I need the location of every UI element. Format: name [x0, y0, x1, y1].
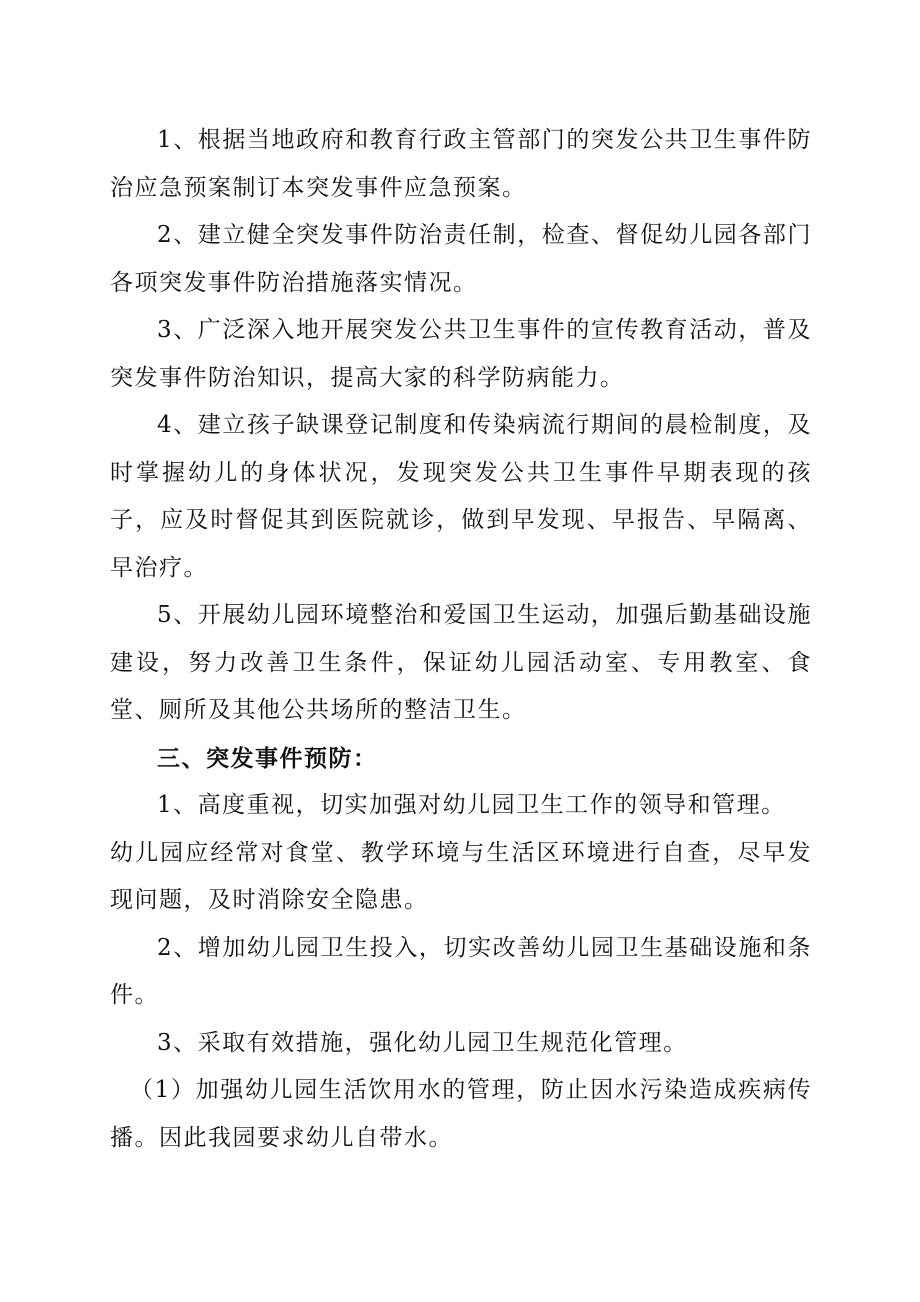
paragraph-item-3: 3、广泛深入地开展突发公共卫生事件的宣传教育活动，普及突发事件防治知识，提高大家的科学防病能力。 — [110, 317, 812, 391]
paragraph-item-1: 1、根据当地政府和教育行政主管部门的突发公共卫生事件防治应急预案制订本突发事件应急预案。 — [110, 127, 812, 201]
document-body — [110, 117, 812, 1162]
prevention-item-1-detail: 幼儿园应经常对食堂、教学环境与生活区环境进行自查，尽早发现问题，及时消除安全隐患。 — [110, 839, 812, 913]
prevention-item-1: 1、高度重视，切实加强对幼儿园卫生工作的领导和管理。 — [157, 792, 786, 818]
prevention-item-2: 2、增加幼儿园卫生投入，切实改善幼儿园卫生基础设施和条件。 — [110, 934, 812, 1008]
paragraph-item-5: 5、开展幼儿园环境整治和爱国卫生运动，加强后勤基础设施建设，努力改善卫生条件，保证幼儿园活动室、专用教室、食堂、厕所及其他公共场所的整洁卫生。 — [110, 602, 812, 723]
prevention-item-3: 3、采取有效措施，强化幼儿园卫生规范化管理。 — [157, 1029, 688, 1056]
paragraph-item-4: 4、建立孩子缺课登记制度和传染病流行期间的晨检制度，及时掌握幼儿的身体状况，发现突发公共卫生事件早期表现的孩子，应及时督促其到医院就诊，做到早发现、早报告、早隔离、早治疗。 — [110, 412, 812, 581]
prevention-subitem-1: （1）加强幼儿园生活饮用水的管理，防止因水污染造成疾病传播。因此我园要求幼儿自带水。 — [110, 1077, 812, 1151]
section-heading: 三、突发事件预防： — [157, 744, 378, 772]
paragraph-item-2: 2、建立健全突发事件防治责任制，检查、督促幼儿园各部门各项突发事件防治措施落实情况。 — [110, 222, 812, 296]
